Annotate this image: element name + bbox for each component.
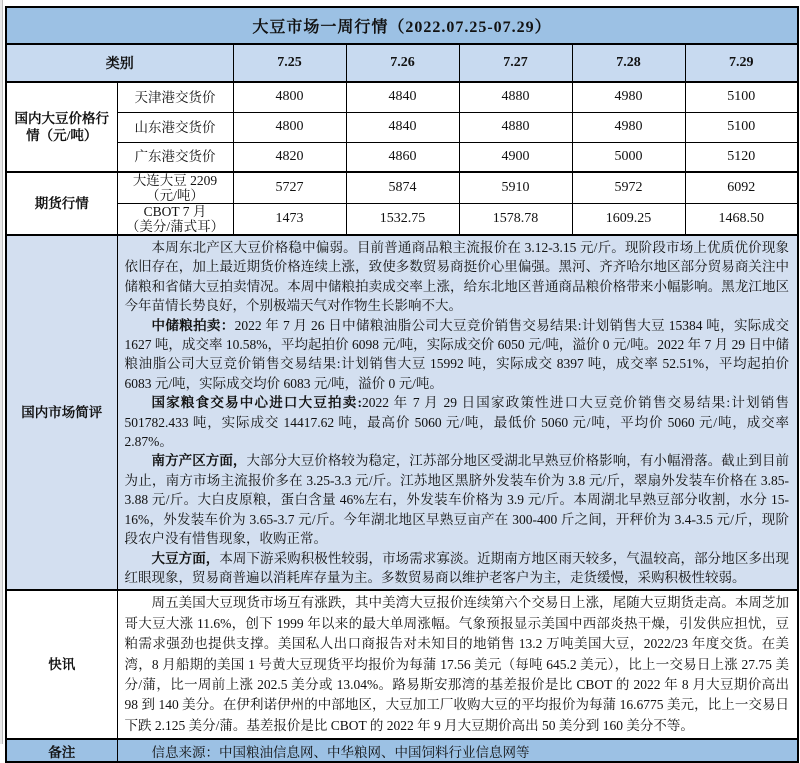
paragraph-lead: 大豆方面，: [151, 550, 220, 566]
commentary-paragraph: [125, 238, 790, 316]
paragraph-body: 2022 年 7 月 29 日国家政策性进口大豆竞价销售交易结果:计划销售 501782.433 吨，实际成交 14417.62 吨，最高价 5060 元/吨，最低价 5060 元/吨，平均价 5060 元/吨，成交率 2.87%。: [124, 395, 790, 450]
table-row-dalian-futures: [6, 172, 798, 204]
source-text: 信息来源：中国粮油信息网、中华粮网、中国饲料行业信息网等: [117, 739, 798, 762]
price-cell: 4800: [233, 112, 346, 142]
news-text: [117, 590, 798, 739]
paragraph-body: 大部分大豆价格较为稳定，江苏部分地区受湖北早熟豆价格影响，有小幅滑落。截止到目前为止，南方市场主流报价多在 3.25-3.3 元/斤。江苏地区黑脐外发装车价为 3.8 元/斤，翠扇外发装车价格在 3.85-3.88 元/斤。大白皮原粮，蛋白含量 46%左右，外发装车价格为 3.9 元/斤。本周湖北早熟豆部分收割，水分 15-16%，外发装车价为 3.65-3.7 元/斤。今年湖北地区早熟豆亩产在 300-400 斤之间，开秤价为 3.4-3.5 元/斤，现阶段农户没有惜售现象，收购正常。: [124, 453, 790, 547]
date-header-7-29: 7.29: [685, 44, 798, 82]
title-row: [6, 7, 798, 44]
row-label-guangdong-port: 广东港交货价: [117, 142, 233, 172]
row-label-shandong-port: 山东港交货价: [117, 112, 233, 142]
table-row-tianjin: [6, 82, 798, 112]
table-row-guangdong: [6, 142, 798, 172]
price-cell: 4880: [459, 112, 572, 142]
paragraph-lead: 中储粮拍卖：: [151, 317, 235, 333]
price-cell: 5874: [346, 172, 459, 204]
table-row-commentary: [6, 235, 798, 590]
row-label-line2: （美分/蒲式耳）: [125, 219, 225, 234]
date-header-7-26: 7.26: [346, 44, 459, 82]
page-title: 大豆市场一周行情（2022.07.25-07.29）: [6, 7, 798, 44]
price-cell: 6092: [685, 172, 798, 204]
price-cell: 5727: [233, 172, 346, 204]
date-header-7-27: 7.27: [459, 44, 572, 82]
date-header-7-25: 7.25: [233, 44, 346, 82]
paragraph-body: 本周下游采购积极性较弱，市场需求寡淡。近期南方地区雨天较多，气温较高，部分地区多出现红眼现象，贸易商普遍以消耗库存量为主。多数贸易商以维护老客户为主，走货缓慢，采购积极性较弱。: [124, 550, 790, 585]
price-cell: 4900: [459, 142, 572, 172]
table-row-shandong: [6, 112, 798, 142]
section-label-domestic-prices: 国内大豆价格行情（元/吨）: [6, 82, 117, 172]
price-cell: 4800: [233, 82, 346, 112]
row-label-dalian-2209: [117, 172, 233, 204]
price-cell: 4840: [346, 112, 459, 142]
price-cell: 5972: [572, 172, 685, 204]
price-cell: 4980: [572, 112, 685, 142]
category-header: 类别: [6, 44, 233, 82]
paragraph-lead: 南方产区方面，: [151, 453, 247, 469]
paragraph-body: 本周东北产区大豆价格稳中偏弱。目前普通商品粮主流报价在 3.12-3.15 元/斤。现阶段市场上优质优价现象依旧存在，加上最近期货价格连续上涨，致使多数贸易商挺价心里偏强。黑河、齐齐哈尔地区部分贸易商关注中储粮和省储大豆拍卖情况。本周中储粮拍卖成交率上涨，给东北地区普通商品粮价格带来小幅影响。黑龙江地区今年苗情长势良好，个别极端天气对作物生长影响不大。: [124, 240, 790, 314]
commentary-paragraph: [125, 451, 790, 548]
date-header-7-28: 7.28: [572, 44, 685, 82]
price-cell: 1468.50: [685, 204, 798, 236]
table-row-note: [6, 739, 798, 762]
price-cell: 4860: [346, 142, 459, 172]
section-label-news: 快讯: [6, 590, 117, 739]
commentary-paragraph: [125, 549, 790, 588]
soybean-weekly-table: [5, 6, 799, 763]
table-row-cbot-futures: [6, 204, 798, 236]
window-edge-strip: [0, 0, 3, 744]
paragraph-body: 2022 年 7 月 26 日中储粮油脂公司大豆竞价销售交易结果:计划销售大豆 15384 吨，实际成交 1627 吨，成交率 10.58%，平均起拍价 6098 元/吨，实际成交价 6050 元/吨，溢价 0 元/吨。2022 年 7 月 29 日中储粮油脂公司大豆竞价销售交易结果:计划销售大豆 15992 吨，实际成交 8397 吨，成交率 52.51%，平均起拍价 6083 元/吨，实际成交均价 6083 元/吨，溢价 0 元/吨。: [124, 317, 790, 391]
section-label-note: 备注: [6, 739, 117, 762]
paragraph-lead: 国家粮食交易中心进口大豆拍卖:: [151, 395, 362, 411]
price-cell: 5910: [459, 172, 572, 204]
row-label-line2: （元/吨）: [146, 188, 204, 203]
table-row-news: [6, 590, 798, 739]
price-cell: 1532.75: [346, 204, 459, 236]
price-cell: 5100: [685, 112, 798, 142]
price-cell: 4880: [459, 82, 572, 112]
row-label-line1: 大连大豆 2209: [132, 173, 218, 188]
price-cell: 4820: [233, 142, 346, 172]
price-cell: 5100: [685, 82, 798, 112]
news-paragraph: 周五美国大豆现货市场互有涨跌，其中美湾大豆报价连续第六个交易日上涨，尾随大豆期货走高。本周芝加哥大豆大涨 11.6%，创下 1999 年以来的最大单周涨幅。气象预报显示美国中西部炎热干燥，引发供应担忧，豆粕需求强劲也提供支撑。美国私人出口商报告对未知目的地销售 13.2 万吨美国大豆，2022/23 年度交货。在美湾，8 月船期的美国 1 号黄大豆现货平均报价为每蒲 17.56 美元（每吨 645.2 美元），比上一交易日上涨 27.75 美分/蒲，比一周前上涨 202.5 美分或 13.04%。路易斯安那湾的基差报价是比 CBOT 的 2022 年 8 月大豆期价高出 98 到 140 美分。在伊利诺伊州的中部地区，大豆加工厂收购大豆的平均报价为每蒲 16.6775 美元，比上一交易日下跌 2.125 美分/蒲。基差报价是比 CBOT 的 2022 年 9 月大豆期价高出 50 美分到 160 美分不等。: [124, 595, 790, 733]
row-label-line1: CBOT 7 月: [143, 204, 207, 219]
commentary-paragraph: [125, 316, 790, 394]
commentary-text: [117, 235, 798, 590]
price-cell: 1578.78: [459, 204, 572, 236]
price-cell: 4840: [346, 82, 459, 112]
section-label-futures: 期货行情: [6, 172, 117, 235]
commentary-paragraph: [125, 393, 790, 451]
date-header-row: [6, 44, 798, 82]
price-cell: 5120: [685, 142, 798, 172]
row-label-cbot-july: [117, 204, 233, 236]
price-cell: 5000: [572, 142, 685, 172]
price-cell: 1609.25: [572, 204, 685, 236]
row-label-tianjin-port: 天津港交货价: [117, 82, 233, 112]
section-label-commentary: 国内市场简评: [6, 235, 117, 590]
price-cell: 1473: [233, 204, 346, 236]
price-cell: 4980: [572, 82, 685, 112]
